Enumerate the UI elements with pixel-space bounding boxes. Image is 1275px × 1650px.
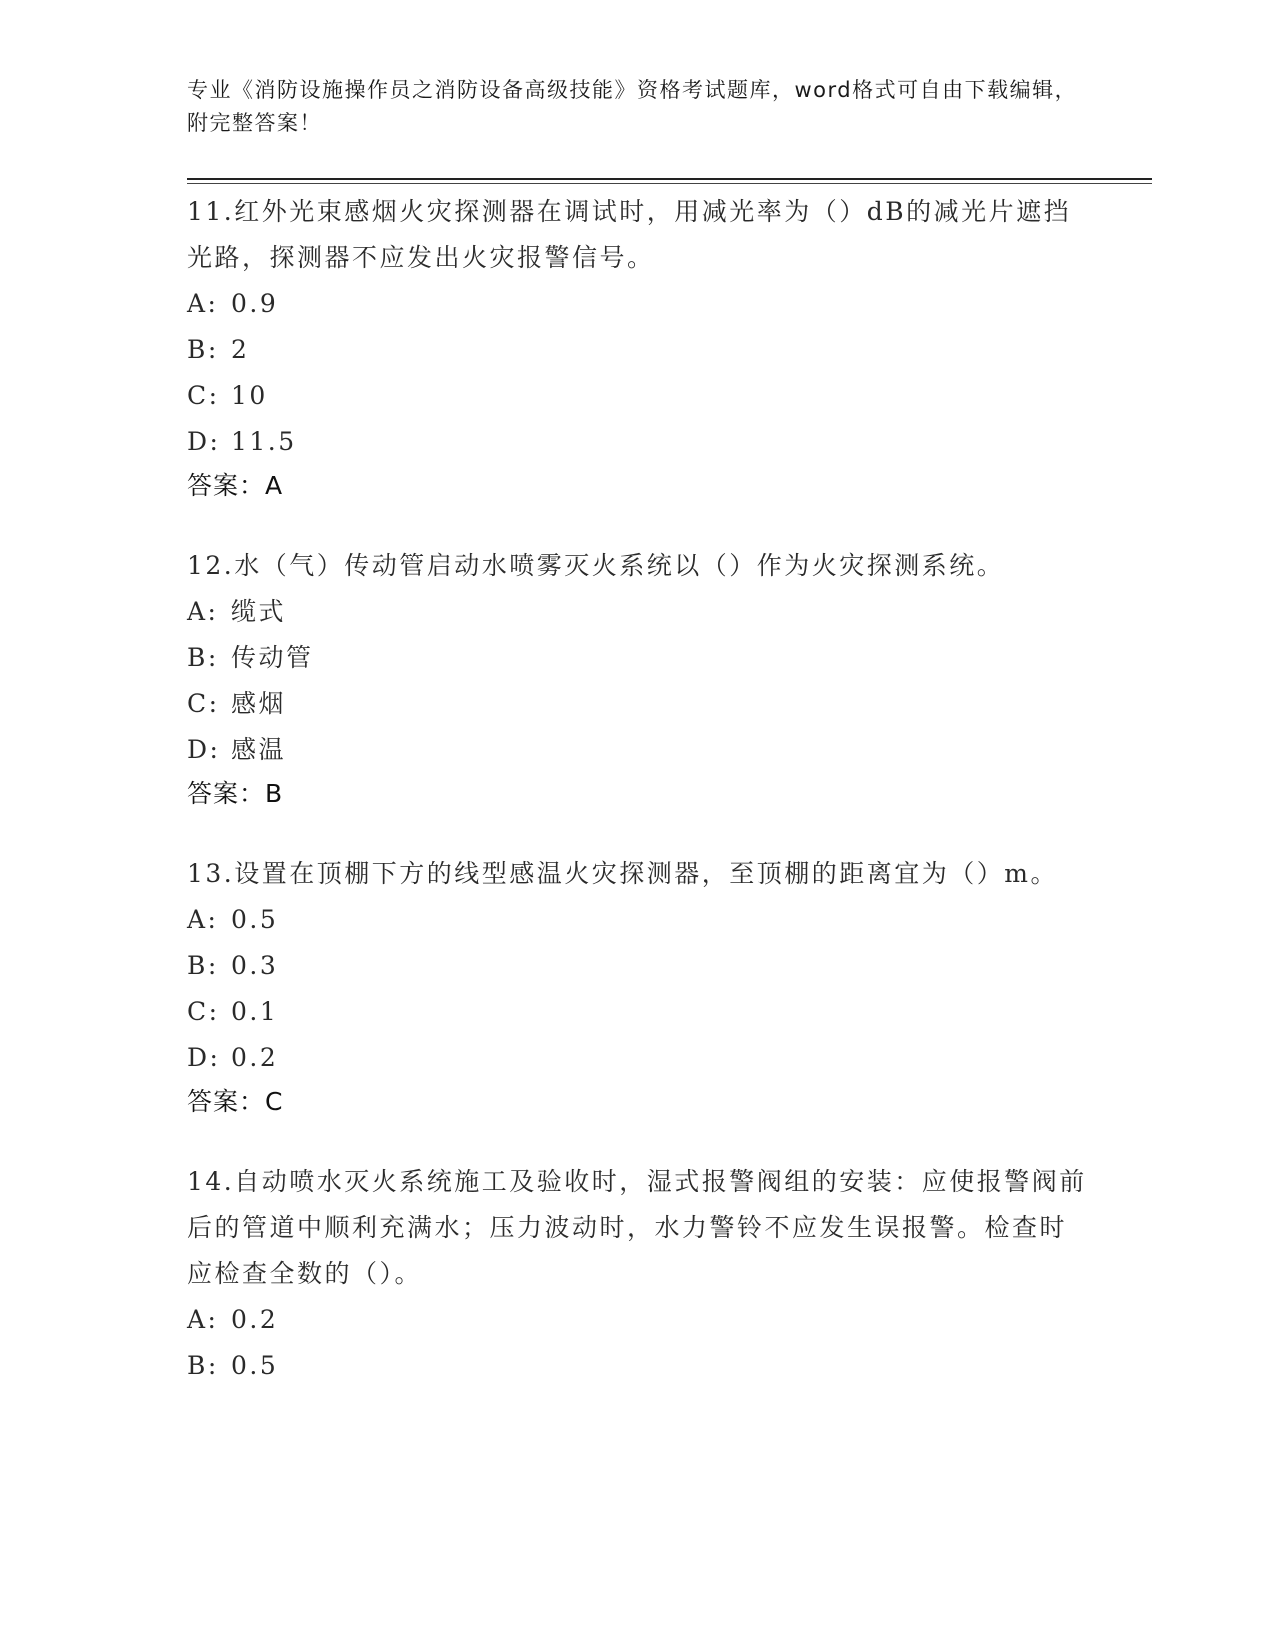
option-key: D: (187, 427, 221, 456)
option-value: 0.9 (231, 289, 279, 318)
option-a (187, 281, 1087, 327)
option-value: 0.5 (231, 905, 279, 934)
option-c (187, 989, 1087, 1035)
option-b (187, 327, 1087, 373)
option-c (187, 373, 1087, 419)
option-value: 传动管 (231, 643, 314, 672)
option-d (187, 419, 1087, 465)
option-value: 2 (231, 335, 250, 364)
option-a (187, 589, 1087, 635)
option-value: 0.3 (231, 951, 279, 980)
option-key: C: (187, 997, 220, 1026)
option-d (187, 727, 1087, 773)
option-value: 0.2 (231, 1305, 279, 1334)
question-14 (187, 1159, 1087, 1389)
answer-line: 答案：B (187, 779, 284, 808)
option-a (187, 1297, 1087, 1343)
option-b (187, 943, 1087, 989)
option-key: D: (187, 1043, 221, 1072)
answer-line: 答案：C (187, 1087, 284, 1116)
option-key: B: (187, 951, 219, 980)
option-c (187, 681, 1087, 727)
option-key: C: (187, 689, 220, 718)
option-b (187, 635, 1087, 681)
option-value: 缆式 (231, 597, 287, 626)
option-value: 0.1 (231, 997, 279, 1026)
document-header: 专业《消防设施操作员之消防设备高级技能》资格考试题库，word格式可自由下载编辑，附完整答案！ (187, 78, 1078, 135)
question-list (187, 189, 1087, 1425)
header-divider-thin (187, 183, 1152, 184)
option-key: A: (187, 289, 219, 318)
header-divider-thick (187, 178, 1152, 180)
answer-line: 答案：A (187, 471, 284, 500)
option-d (187, 1035, 1087, 1081)
option-value: 感温 (231, 735, 287, 764)
question-text: 14.自动喷水灭火系统施工及验收时，湿式报警阀组的安装：应使报警阀前后的管道中顺利充满水；压力波动时，水力警铃不应发生误报警。检查时应检查全数的（）。 (187, 1167, 1087, 1288)
question-text: 12.水（气）传动管启动水喷雾灭火系统以（）作为火灾探测系统。 (187, 551, 1005, 580)
option-value: 10 (231, 381, 268, 410)
option-value: 0.2 (231, 1043, 279, 1072)
option-value: 感烟 (231, 689, 287, 718)
question-text: 11.红外光束感烟火灾探测器在调试时，用减光率为（）dB的减光片遮挡光路，探测器不应发出火灾报警信号。 (187, 197, 1072, 272)
option-key: A: (187, 1305, 219, 1334)
option-value: 11.5 (231, 427, 297, 456)
option-b (187, 1343, 1087, 1389)
question-13 (187, 851, 1087, 1123)
option-key: B: (187, 335, 219, 364)
option-key: A: (187, 905, 219, 934)
question-11 (187, 189, 1087, 507)
option-value: 0.5 (231, 1351, 279, 1380)
question-12 (187, 543, 1087, 815)
option-key: C: (187, 381, 220, 410)
question-text: 13.设置在顶棚下方的线型感温火灾探测器，至顶棚的距离宜为（）m。 (187, 859, 1058, 888)
option-a (187, 897, 1087, 943)
option-key: B: (187, 643, 219, 672)
option-key: D: (187, 735, 221, 764)
option-key: A: (187, 597, 219, 626)
option-key: B: (187, 1351, 219, 1380)
